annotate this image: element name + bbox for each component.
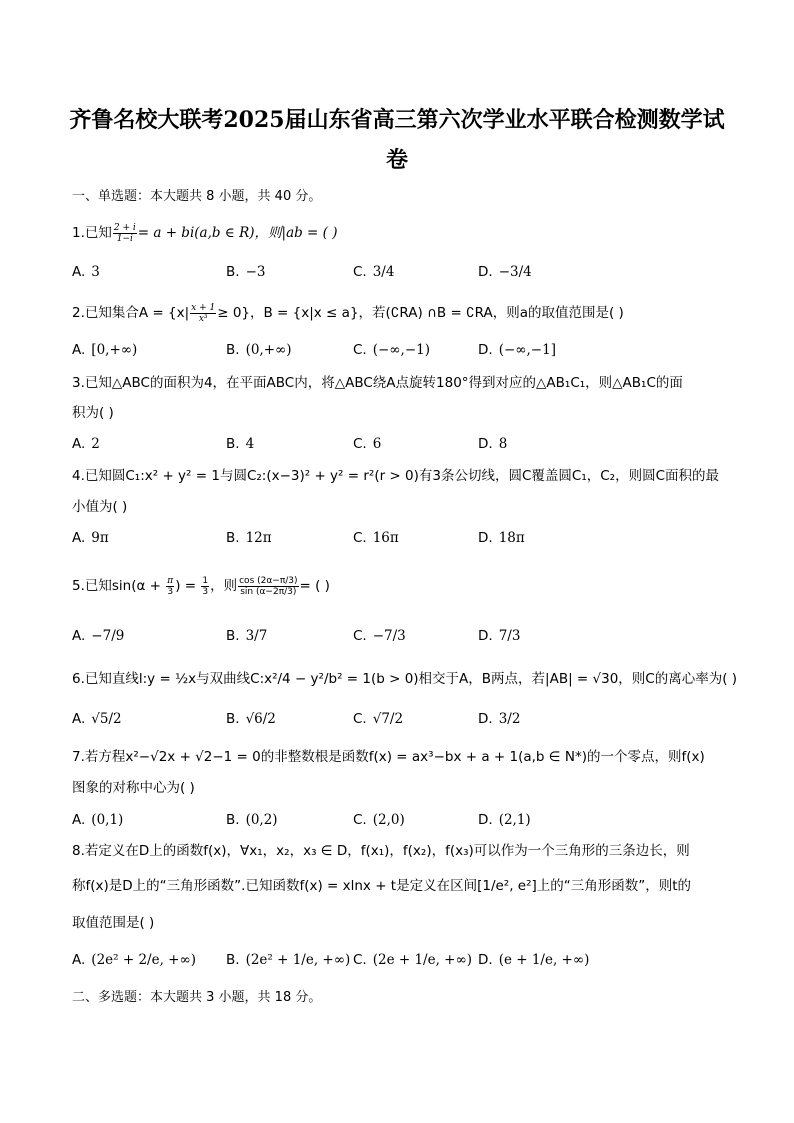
- q7-option-c[interactable]: C. (2,0): [353, 812, 405, 828]
- q1-option-a[interactable]: A. 3: [72, 264, 100, 280]
- q5-fraction-b: $\frac{1}{3}$: [202, 575, 209, 597]
- q4-option-b[interactable]: B. 12π: [226, 530, 272, 546]
- q8-option-d[interactable]: D. (e + 1/e, +∞): [478, 952, 590, 968]
- q1-option-b[interactable]: B. −3: [226, 264, 266, 280]
- q5-options: [72, 628, 722, 652]
- question-1: [72, 218, 722, 248]
- q2-fraction: $\frac{x + 1}{\text{x³}}$: [191, 302, 216, 324]
- q2-option-c[interactable]: C. (−∞,−1): [353, 342, 431, 358]
- q3-option-d[interactable]: D. 8: [478, 436, 508, 452]
- q3-option-a[interactable]: A. 2: [72, 436, 100, 452]
- q1-options: [72, 264, 722, 288]
- q5-fraction-a: $\frac{\pi}{3}$: [167, 575, 174, 597]
- q2-text-pre: 2.已知集合A = {x|: [72, 305, 190, 321]
- q2-text-post: ≥ 0}，B = {x|x ≤ a}，若(∁RA) ∩B = ∁RA，则a的取值范围是( ): [217, 305, 624, 321]
- q6-option-a[interactable]: A. √5/2: [72, 711, 122, 727]
- q7-option-a[interactable]: A. (0,1): [72, 812, 124, 828]
- q1-fraction: $\frac{2 + i}{1-i}$: [113, 222, 136, 244]
- exam-title-line1: 齐鲁名校大联考2025届山东省高三第六次学业水平联合检测数学试: [69, 107, 725, 133]
- question-4-line1: 4.已知圆C₁:x² + y² = 1与圆C₂:(x−3)² + y² = r²(r > 0)有3条公切线，圆C覆盖圆C₁，C₂，则圆C面积的最: [72, 468, 720, 484]
- question-4-line2: 小值为( ): [72, 499, 128, 515]
- question-3-line1: 3.已知△ABC的面积为4，在平面ABC内，将△ABC绕A点旋转180°得到对应的△AB₁C₁，则△AB₁C的面: [72, 375, 683, 391]
- q5-option-a[interactable]: A. −7/9: [72, 628, 125, 644]
- question-8-line2: 称f(x)是D上的“三角形函数”.已知函数f(x) = xlnx + t是定义在区间[1/e², e²]上的“三角形函数”，则t的: [72, 878, 692, 894]
- q2-options: [72, 342, 722, 366]
- q6-option-d[interactable]: D. 3/2: [478, 711, 521, 727]
- q2-option-a[interactable]: A. [0,+∞): [72, 342, 138, 358]
- section-heading-multi-choice: 二、多选题：本大题共 3 小题，共 18 分。: [72, 990, 322, 1005]
- q6-options: [72, 711, 722, 735]
- q2-option-d[interactable]: D. (−∞,−1]: [478, 342, 556, 358]
- q1-option-c[interactable]: C. 3/4: [353, 264, 395, 280]
- section-heading-single-choice: 一、单选题：本大题共 8 小题，共 40 分。: [72, 189, 322, 204]
- q5-option-b[interactable]: B. 3/7: [226, 628, 268, 644]
- q1-option-d[interactable]: D. −3/4: [478, 264, 532, 280]
- q5-fraction-c: $\frac{\cos (2\alpha-\pi/3)}{\sin (\alpha-2\pi/3)}$: [239, 575, 298, 597]
- q6-option-c[interactable]: C. √7/2: [353, 711, 404, 727]
- q4-options: [72, 530, 722, 554]
- q4-option-a[interactable]: A. 9π: [72, 530, 109, 546]
- q3-option-c[interactable]: C. 6: [353, 436, 382, 452]
- question-7-line1: 7.若方程x²−√2x + √2−1 = 0的非整数根是函数f(x) = ax³−bx + a + 1(a,b ∈ N*)的一个零点，则f(x): [72, 749, 705, 765]
- question-8-line3: 取值范围是( ): [72, 915, 155, 931]
- question-3-line2: 积为( ): [72, 405, 114, 421]
- q5-text-pre: 5.已知sin(α +: [72, 578, 166, 594]
- q5-text-post: = ( ): [299, 578, 330, 594]
- question-2: [72, 298, 722, 328]
- q8-option-a[interactable]: A. (2e² + 2/e, +∞): [72, 952, 196, 968]
- q3-option-b[interactable]: B. 4: [226, 436, 255, 452]
- q7-option-d[interactable]: D. (2,1): [478, 812, 531, 828]
- q2-option-b[interactable]: B. (0,+∞): [226, 342, 292, 358]
- q5-option-c[interactable]: C. −7/3: [353, 628, 406, 644]
- q6-option-b[interactable]: B. √6/2: [226, 711, 276, 727]
- question-8-line1: 8.若定义在D上的函数f(x)，∀x₁，x₂，x₃ ∈ D，f(x₁)，f(x₂)，f(x₃)可以作为一个三角形的三条边长，则: [72, 843, 690, 859]
- q1-text-post: = a + bi(a,b ∈ R)，则|ab = ( ): [137, 225, 338, 241]
- question-6: 6.已知直线l:y = ½x与双曲线C:x²/4 − y²/b² = 1(b > 0)相交于A，B两点，若|AB| = √30，则C的离心率为( ): [72, 671, 738, 687]
- q8-option-b[interactable]: B. (2e² + 1/e, +∞): [226, 952, 351, 968]
- q8-option-c[interactable]: C. (2e + 1/e, +∞): [353, 952, 472, 968]
- question-7-line2: 图象的对称中心为( ): [72, 780, 195, 796]
- q3-options: [72, 436, 722, 460]
- q4-option-c[interactable]: C. 16π: [353, 530, 399, 546]
- exam-title-line2: 卷: [385, 147, 408, 173]
- q5-option-d[interactable]: D. 7/3: [478, 628, 521, 644]
- question-5: 5.已知sin(α + $\frac{\pi}{3}$ ) = $\frac{1}{3}$ ，则 $\frac{\cos (2\alpha-\pi/3)}{\sin (\alpha-2\pi/3)}$ = ( ): [72, 575, 330, 597]
- q7-options: [72, 812, 722, 836]
- q8-options: [72, 952, 722, 976]
- q7-option-b[interactable]: B. (0,2): [226, 812, 278, 828]
- q4-option-d[interactable]: D. 18π: [478, 530, 525, 546]
- q1-text-pre: 1.已知: [72, 225, 112, 241]
